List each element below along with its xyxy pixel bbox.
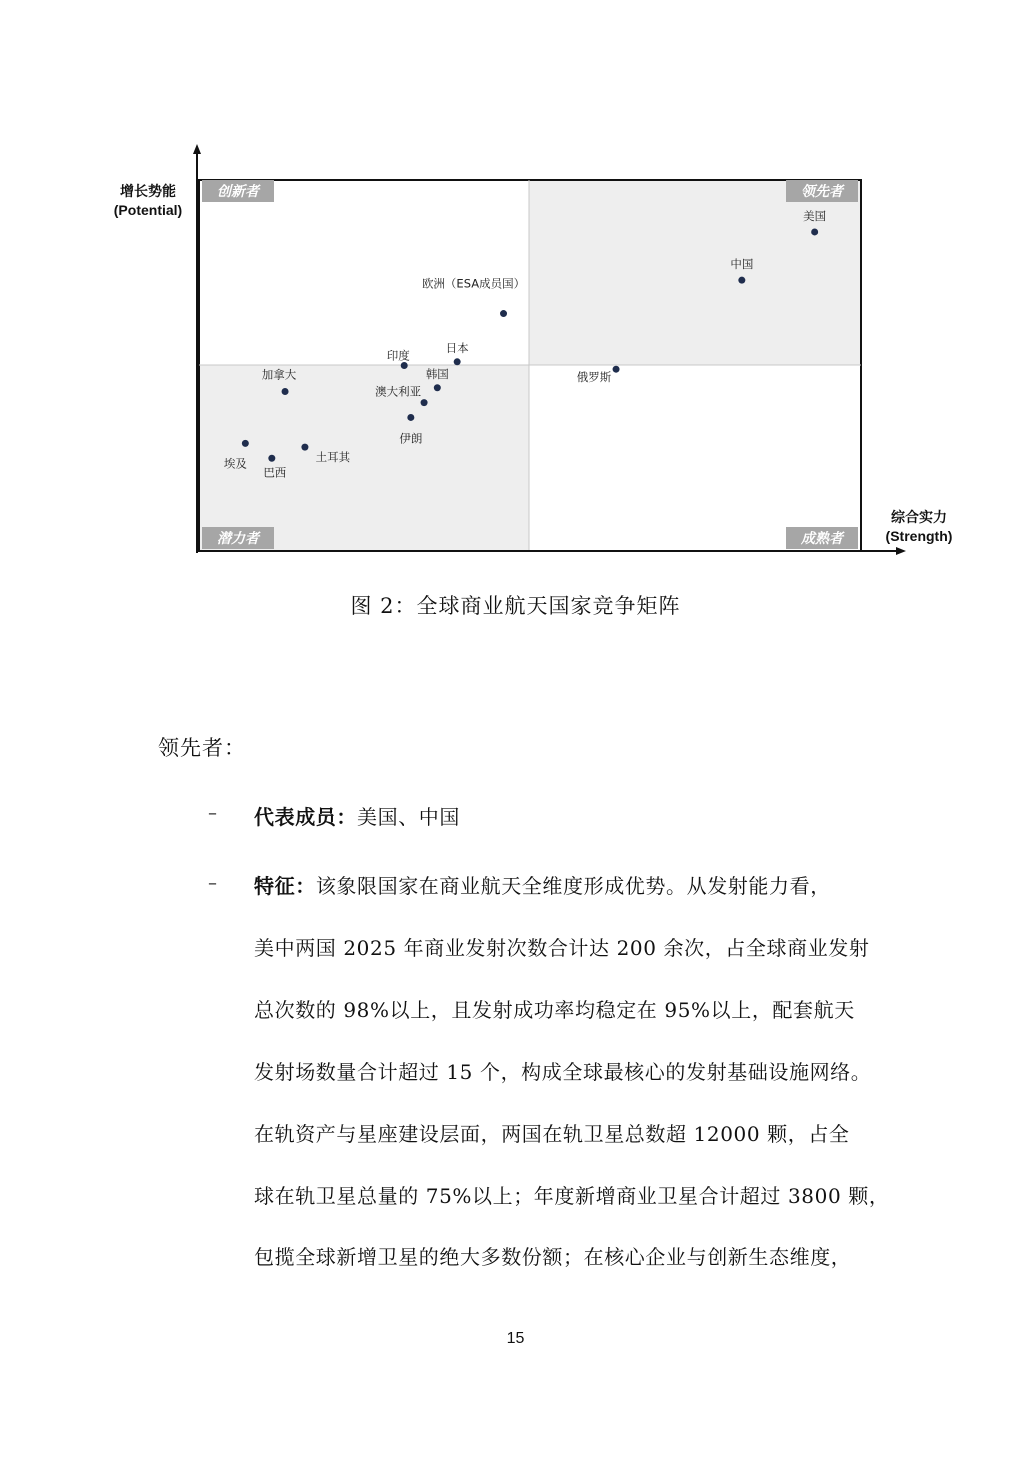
page-number: 15 [506, 1330, 525, 1347]
data-point-label-12: 巴西 [263, 465, 287, 480]
y-axis-arrow-icon [193, 144, 201, 154]
data-point-label-4: 印度 [386, 348, 410, 363]
members-value: 美国、中国 [357, 805, 460, 829]
data-point-10 [242, 440, 249, 447]
features-line: 美中两国 2025 年商业发射次数合计达 200 余次，占全球商业发射 [254, 936, 870, 960]
features-label: 特征： [254, 874, 316, 898]
quadrant-label-innovator: 创新者 [217, 184, 259, 200]
features-line: 在轨资产与星座建设层面，两国在轨卫星总数超 12000 颗，占全 [254, 1122, 850, 1146]
data-point-label-8: 澳大利亚 [375, 384, 422, 399]
data-point-label-6: 韩国 [425, 366, 449, 381]
data-point-5 [613, 366, 620, 373]
x-axis-arrow-icon [896, 547, 906, 555]
features-line: 球在轨卫星总量的 75%以上；年度新增商业卫星合计超过 3800 颗， [254, 1184, 890, 1208]
data-point-8 [421, 399, 428, 406]
features-line: 发射场数量合计超过 15 个，构成全球最核心的发射基础设施网络。 [254, 1060, 872, 1084]
data-point-label-2: 欧洲（ESA成员国） [421, 276, 526, 291]
data-point-1 [738, 277, 745, 284]
data-point-label-10: 埃及 [223, 456, 247, 471]
data-point-label-7: 加拿大 [261, 367, 297, 382]
data-point-label-5: 俄罗斯 [576, 370, 612, 385]
bullet-dash: – [208, 873, 217, 894]
section-heading: 领先者： [158, 736, 246, 760]
figure-caption: 图 2：全球商业航天国家竞争矩阵 [350, 594, 681, 618]
x-axis-title-en: (Strength) [885, 528, 953, 544]
members-label: 代表成员： [254, 805, 357, 829]
x-axis-title-cn: 综合实力 [891, 509, 947, 525]
data-point-3 [454, 358, 461, 365]
data-point-0 [811, 228, 818, 235]
quadrant-label-leader: 领先者 [801, 184, 843, 200]
features-line: 包揽全球新增卫星的绝大多数份额；在核心企业与创新生态维度， [254, 1245, 852, 1269]
data-point-7 [282, 388, 289, 395]
data-point-12 [268, 455, 275, 462]
y-axis-title-cn: 增长势能 [120, 183, 176, 199]
quadrant-top-right-bg [529, 180, 861, 365]
data-point-2 [500, 310, 507, 317]
competition-matrix-chart [0, 0, 1031, 580]
data-point-label-3: 日本 [445, 340, 469, 355]
data-point-4 [401, 362, 408, 369]
data-point-label-0: 美国 [803, 208, 827, 223]
y-axis-title-en: (Potential) [113, 202, 183, 218]
data-point-11 [301, 444, 308, 451]
data-point-label-11: 土耳其 [315, 450, 351, 465]
features-line: 该象限国家在商业航天全维度形成优势。从发射能力看， [315, 874, 831, 898]
data-point-label-9: 伊朗 [399, 431, 423, 446]
quadrant-bottom-left-bg [199, 365, 529, 551]
features-item [254, 870, 831, 899]
quadrant-label-potential: 潜力者 [217, 531, 259, 547]
data-point-6 [434, 384, 441, 391]
bullet-dash: – [208, 803, 217, 824]
data-point-9 [407, 414, 414, 421]
members-item [254, 801, 460, 830]
quadrant-label-mature: 成熟者 [801, 531, 843, 547]
features-line: 总次数的 98%以上，且发射成功率均稳定在 95%以上，配套航天 [254, 998, 855, 1022]
data-point-label-1: 中国 [730, 257, 754, 272]
